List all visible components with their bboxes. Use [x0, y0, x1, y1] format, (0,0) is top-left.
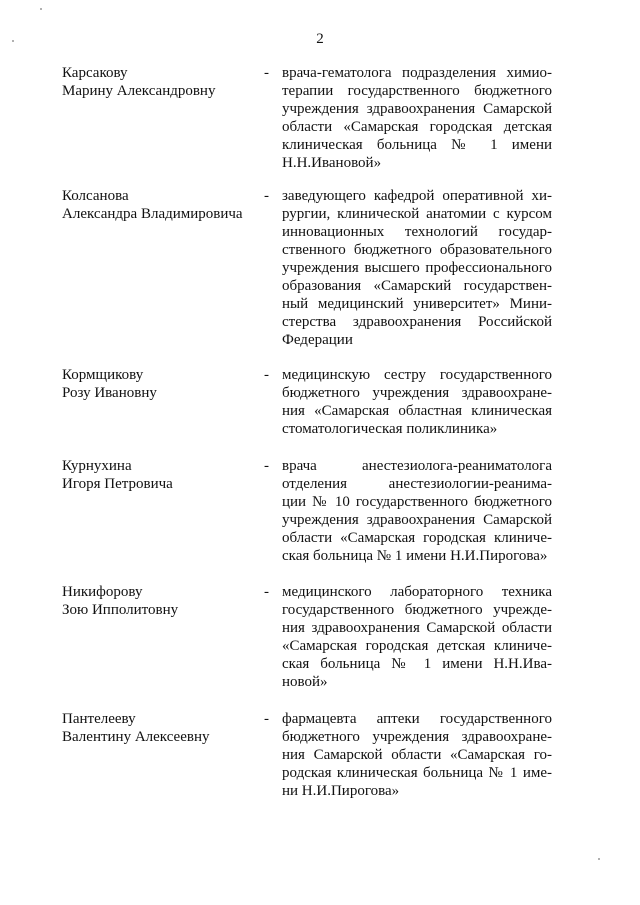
description-line: области «Самарская городская детская: [282, 119, 552, 135]
surname: Колсанова: [62, 188, 129, 204]
description-line: учреждения высшего профессионального: [282, 260, 552, 276]
description-line: области «Самарская городская клиниче-: [282, 530, 552, 546]
description-line: ный медицинский университет» Мини-: [282, 296, 552, 312]
description-line: врача-гематолога подразделения химио-: [282, 65, 552, 81]
dash-separator: -: [264, 584, 269, 600]
description-line: инновационных технологий государ-: [282, 224, 552, 240]
dash-separator: -: [264, 367, 269, 383]
description-line: Федерации: [282, 332, 353, 348]
surname: Кормщикову: [62, 367, 144, 383]
description-line: бюджетного учреждения здравоохране-: [282, 729, 552, 745]
description-line: ции № 10 государственного бюджетного: [282, 494, 552, 510]
description-line: стерства здравоохранения Российской: [282, 314, 552, 330]
dash-separator: -: [264, 188, 269, 204]
dash-separator: -: [264, 65, 269, 81]
description-line: медицинскую сестру государственного: [282, 367, 552, 383]
person-name: [62, 457, 252, 493]
description-line: клиническая больница № 1 имени: [282, 137, 552, 153]
position-description: [282, 457, 552, 565]
surname: Карсакову: [62, 65, 128, 81]
given-names: Розу Ивановну: [62, 385, 157, 401]
description-line: родская клиническая больница № 1 име-: [282, 765, 552, 781]
description-line: Н.Н.Ивановой»: [282, 155, 382, 171]
surname: Пантелееву: [62, 711, 136, 727]
description-line: учреждения здравоохранения Самарской: [282, 512, 552, 528]
description-line: заведующего кафедрой оперативной хи-: [282, 188, 552, 204]
description-line: государственного бюджетного учрежде-: [282, 602, 552, 618]
given-names: Игоря Петровича: [62, 476, 173, 492]
description-line: терапии государственного бюджетного: [282, 83, 552, 99]
surname: Курнухина: [62, 458, 132, 474]
description-line: «Самарская городская детская клиниче-: [282, 638, 552, 654]
description-line: ни Н.И.Пирогова»: [282, 783, 400, 799]
description-line: ния «Самарская областная клиническая: [282, 403, 552, 419]
description-line: врача анестезиолога-реаниматолога: [282, 458, 552, 474]
position-description: [282, 64, 552, 172]
position-description: [282, 583, 552, 691]
position-description: [282, 710, 552, 800]
description-line: бюджетного учреждения здравоохране-: [282, 385, 552, 401]
description-line: ния здравоохранения Самарской области: [282, 620, 552, 636]
scan-speck: [598, 858, 600, 860]
given-names: Зою Ипполитовну: [62, 602, 179, 618]
person-name: [62, 710, 252, 746]
position-description: [282, 366, 552, 438]
given-names: Валентину Алексеевну: [62, 729, 210, 745]
dash-separator: -: [264, 458, 269, 474]
description-line: новой»: [282, 674, 328, 690]
description-line: учреждения здравоохранения Самарской: [282, 101, 552, 117]
description-line: ния Самарской области «Самарская го-: [282, 747, 552, 763]
description-line: рургии, клинической анатомии с курсом: [282, 206, 552, 222]
description-line: ственного бюджетного образовательного: [282, 242, 552, 258]
dash-separator: -: [264, 711, 269, 727]
scan-speck: [40, 8, 42, 10]
page-number: 2: [316, 31, 324, 47]
surname: Никифорову: [62, 584, 143, 600]
person-name: [62, 64, 252, 100]
description-line: медицинского лабораторного техника: [282, 584, 552, 600]
description-line: ская больница № 1 имени Н.И.Пирогова»: [282, 548, 548, 564]
description-line: фармацевта аптеки государственного: [282, 711, 552, 727]
description-line: образования «Самарский государствен-: [282, 278, 552, 294]
position-description: [282, 187, 552, 349]
description-line: ская больница № 1 имени Н.Н.Ива-: [282, 656, 552, 672]
description-line: отделения анестезиологии-реанима-: [282, 476, 552, 492]
given-names: Александра Владимировича: [62, 206, 243, 222]
person-name: [62, 187, 252, 223]
person-name: [62, 366, 252, 402]
scan-speck: [12, 40, 14, 42]
person-name: [62, 583, 252, 619]
given-names: Марину Александровну: [62, 83, 216, 99]
description-line: стоматологическая поликлиника»: [282, 421, 498, 437]
